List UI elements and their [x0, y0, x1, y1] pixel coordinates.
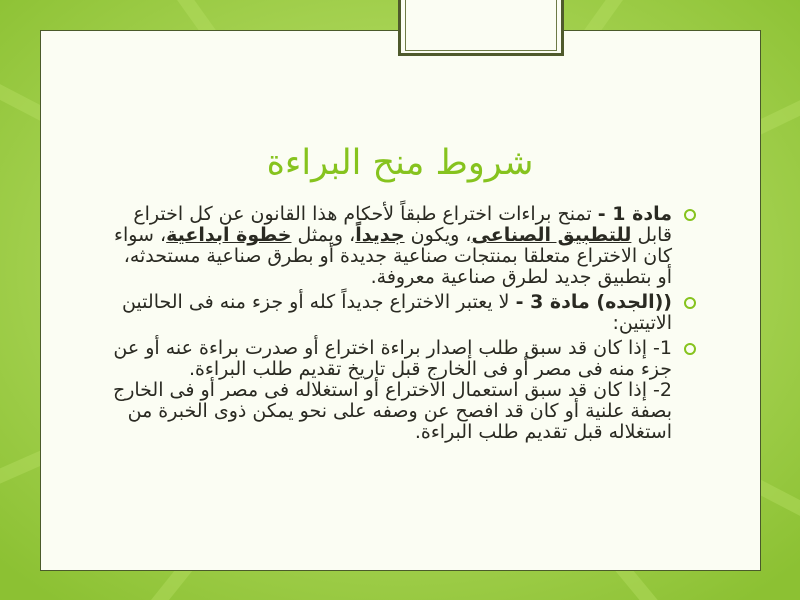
article-1-text-3: ، ويمثل [291, 224, 356, 246]
slide-title: شروط منح البراءة [266, 143, 534, 183]
slide-content [112, 204, 672, 447]
hollow-circle-bullet-icon [684, 297, 696, 309]
article-1-label: مادة 1 - [597, 203, 672, 225]
case-2-text: 2- إذا كان قد سبق استعمال الاختراع أو استغلاله فى مصر أو فى الخارج بصفة علنية أو كان قد افصح عن وصفه على نحو يمكن ذوى الخبرة من استغلاله قبل تقديم طلب البراءة. [112, 379, 672, 443]
article-1-text-2: ، ويكون [404, 224, 472, 246]
article-3-label: ((الجده) مادة 3 - [515, 291, 672, 313]
hollow-circle-bullet-icon [684, 343, 696, 355]
bullet-item-article-1 [112, 204, 672, 288]
article-3-text: لا يعتبر الاختراع جديداً كله أو جزء منه فى الحالتين الاتيتين: [121, 291, 672, 334]
industrial-application-term: للتطبيق الصناعى [471, 224, 632, 246]
hollow-circle-bullet-icon [684, 209, 696, 221]
article-1-text-1: تمنح براءات اختراع طبقاً لأحكام هذا القانون عن كل اختراع قابل [133, 203, 672, 246]
inventive-step-term: خطوة ابداعية [166, 224, 292, 246]
title-tab-inner-border [405, 0, 557, 51]
case-1-text: 1- إذا كان قد سبق طلب إصدار براءة اختراع أو صدرت براءة عنه أو عن جزء منه فى مصر أو فى الخارج قبل تاريخ تقديم طلب البراءة. [113, 337, 672, 380]
bullet-item-cases [112, 338, 672, 443]
article-1-text-4: ، سواء كان الاختراع متعلقا بمنتجات صناعية جديدة أو بطرق صناعية مستحدثه، أو بتطبيق جديد لطرق صناعية معروفة. [114, 224, 672, 288]
bullet-item-article-3 [112, 292, 672, 334]
novelty-term: جديداً [355, 224, 405, 246]
